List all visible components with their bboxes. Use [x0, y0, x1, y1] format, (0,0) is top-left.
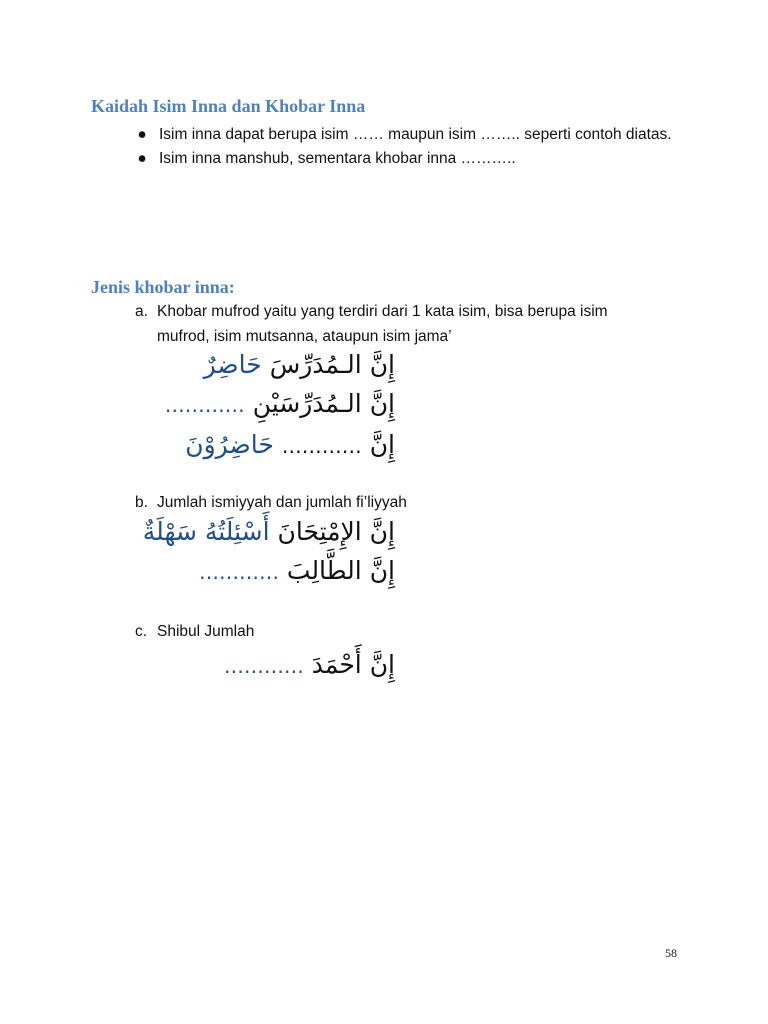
blank-dots: …………: [281, 434, 362, 458]
arabic-example-row: [155, 384, 395, 425]
arabic-subject: إِنَّ الإِمْتِحَانَ: [277, 517, 395, 546]
arabic-examples-c: [155, 645, 395, 686]
bullet-text: Isim inna dapat berupa isim …… maupun isim …….. seperti contoh diatas.: [159, 126, 672, 143]
list-item: [137, 123, 697, 147]
arabic-subject: إِنَّ الـمُدَرِّسَيْنِ: [252, 389, 395, 418]
arabic-khobar: حَاضِرُوْنَ: [185, 430, 274, 459]
arabic-subject: إِنَّ أَحْمَدَ: [311, 650, 395, 679]
list-item-a: [135, 299, 695, 349]
blank-dots: …………: [223, 654, 304, 678]
bullet-text: Isim inna manshub, sementara khobar inna ………..: [159, 150, 516, 167]
list-item-c: [135, 619, 695, 644]
blank-dots: …………: [198, 560, 279, 584]
arabic-subject: إِنَّ: [369, 430, 395, 459]
arabic-examples-a: [155, 345, 395, 466]
list-item: [137, 147, 697, 171]
arabic-examples-b: [142, 512, 395, 592]
rule-bullet-list: [137, 123, 697, 171]
page-number: 58: [665, 946, 677, 960]
arabic-example-row: [155, 645, 395, 686]
item-marker: c.: [135, 623, 148, 640]
item-text-line1: Khobar mufrod yaitu yang terdiri dari 1 kata isim, bisa berupa isim: [157, 303, 608, 320]
arabic-subject: إِنَّ الطَّالِبَ: [286, 556, 395, 585]
section-heading-jenis-khobar: Jenis khobar inna:: [91, 277, 235, 297]
arabic-example-row: [142, 512, 395, 551]
item-marker: b.: [135, 494, 148, 511]
item-text-line2: mufrod, isim mutsanna, ataupun isim jama’: [157, 328, 452, 345]
blank-dots: …………: [164, 393, 245, 417]
arabic-khobar: حَاضِرٌ: [203, 350, 262, 379]
item-marker: a.: [135, 303, 148, 320]
item-text-line1: Jumlah ismiyyah dan jumlah fi’liyyah: [157, 494, 407, 511]
bullet-icon: ●: [137, 150, 147, 167]
arabic-example-row: [155, 551, 395, 592]
section-heading-kaidah: Kaidah Isim Inna dan Khobar Inna: [91, 96, 366, 116]
arabic-subject: إِنَّ الـمُدَرِّسَ: [269, 350, 395, 379]
arabic-khobar: أَسْئِلَتُهُ سَهْلَةٌ: [142, 517, 270, 546]
arabic-example-row: [155, 345, 395, 384]
arabic-example-row: [155, 425, 395, 466]
bullet-icon: ●: [137, 126, 147, 143]
item-text-line1: Shibul Jumlah: [157, 623, 255, 640]
